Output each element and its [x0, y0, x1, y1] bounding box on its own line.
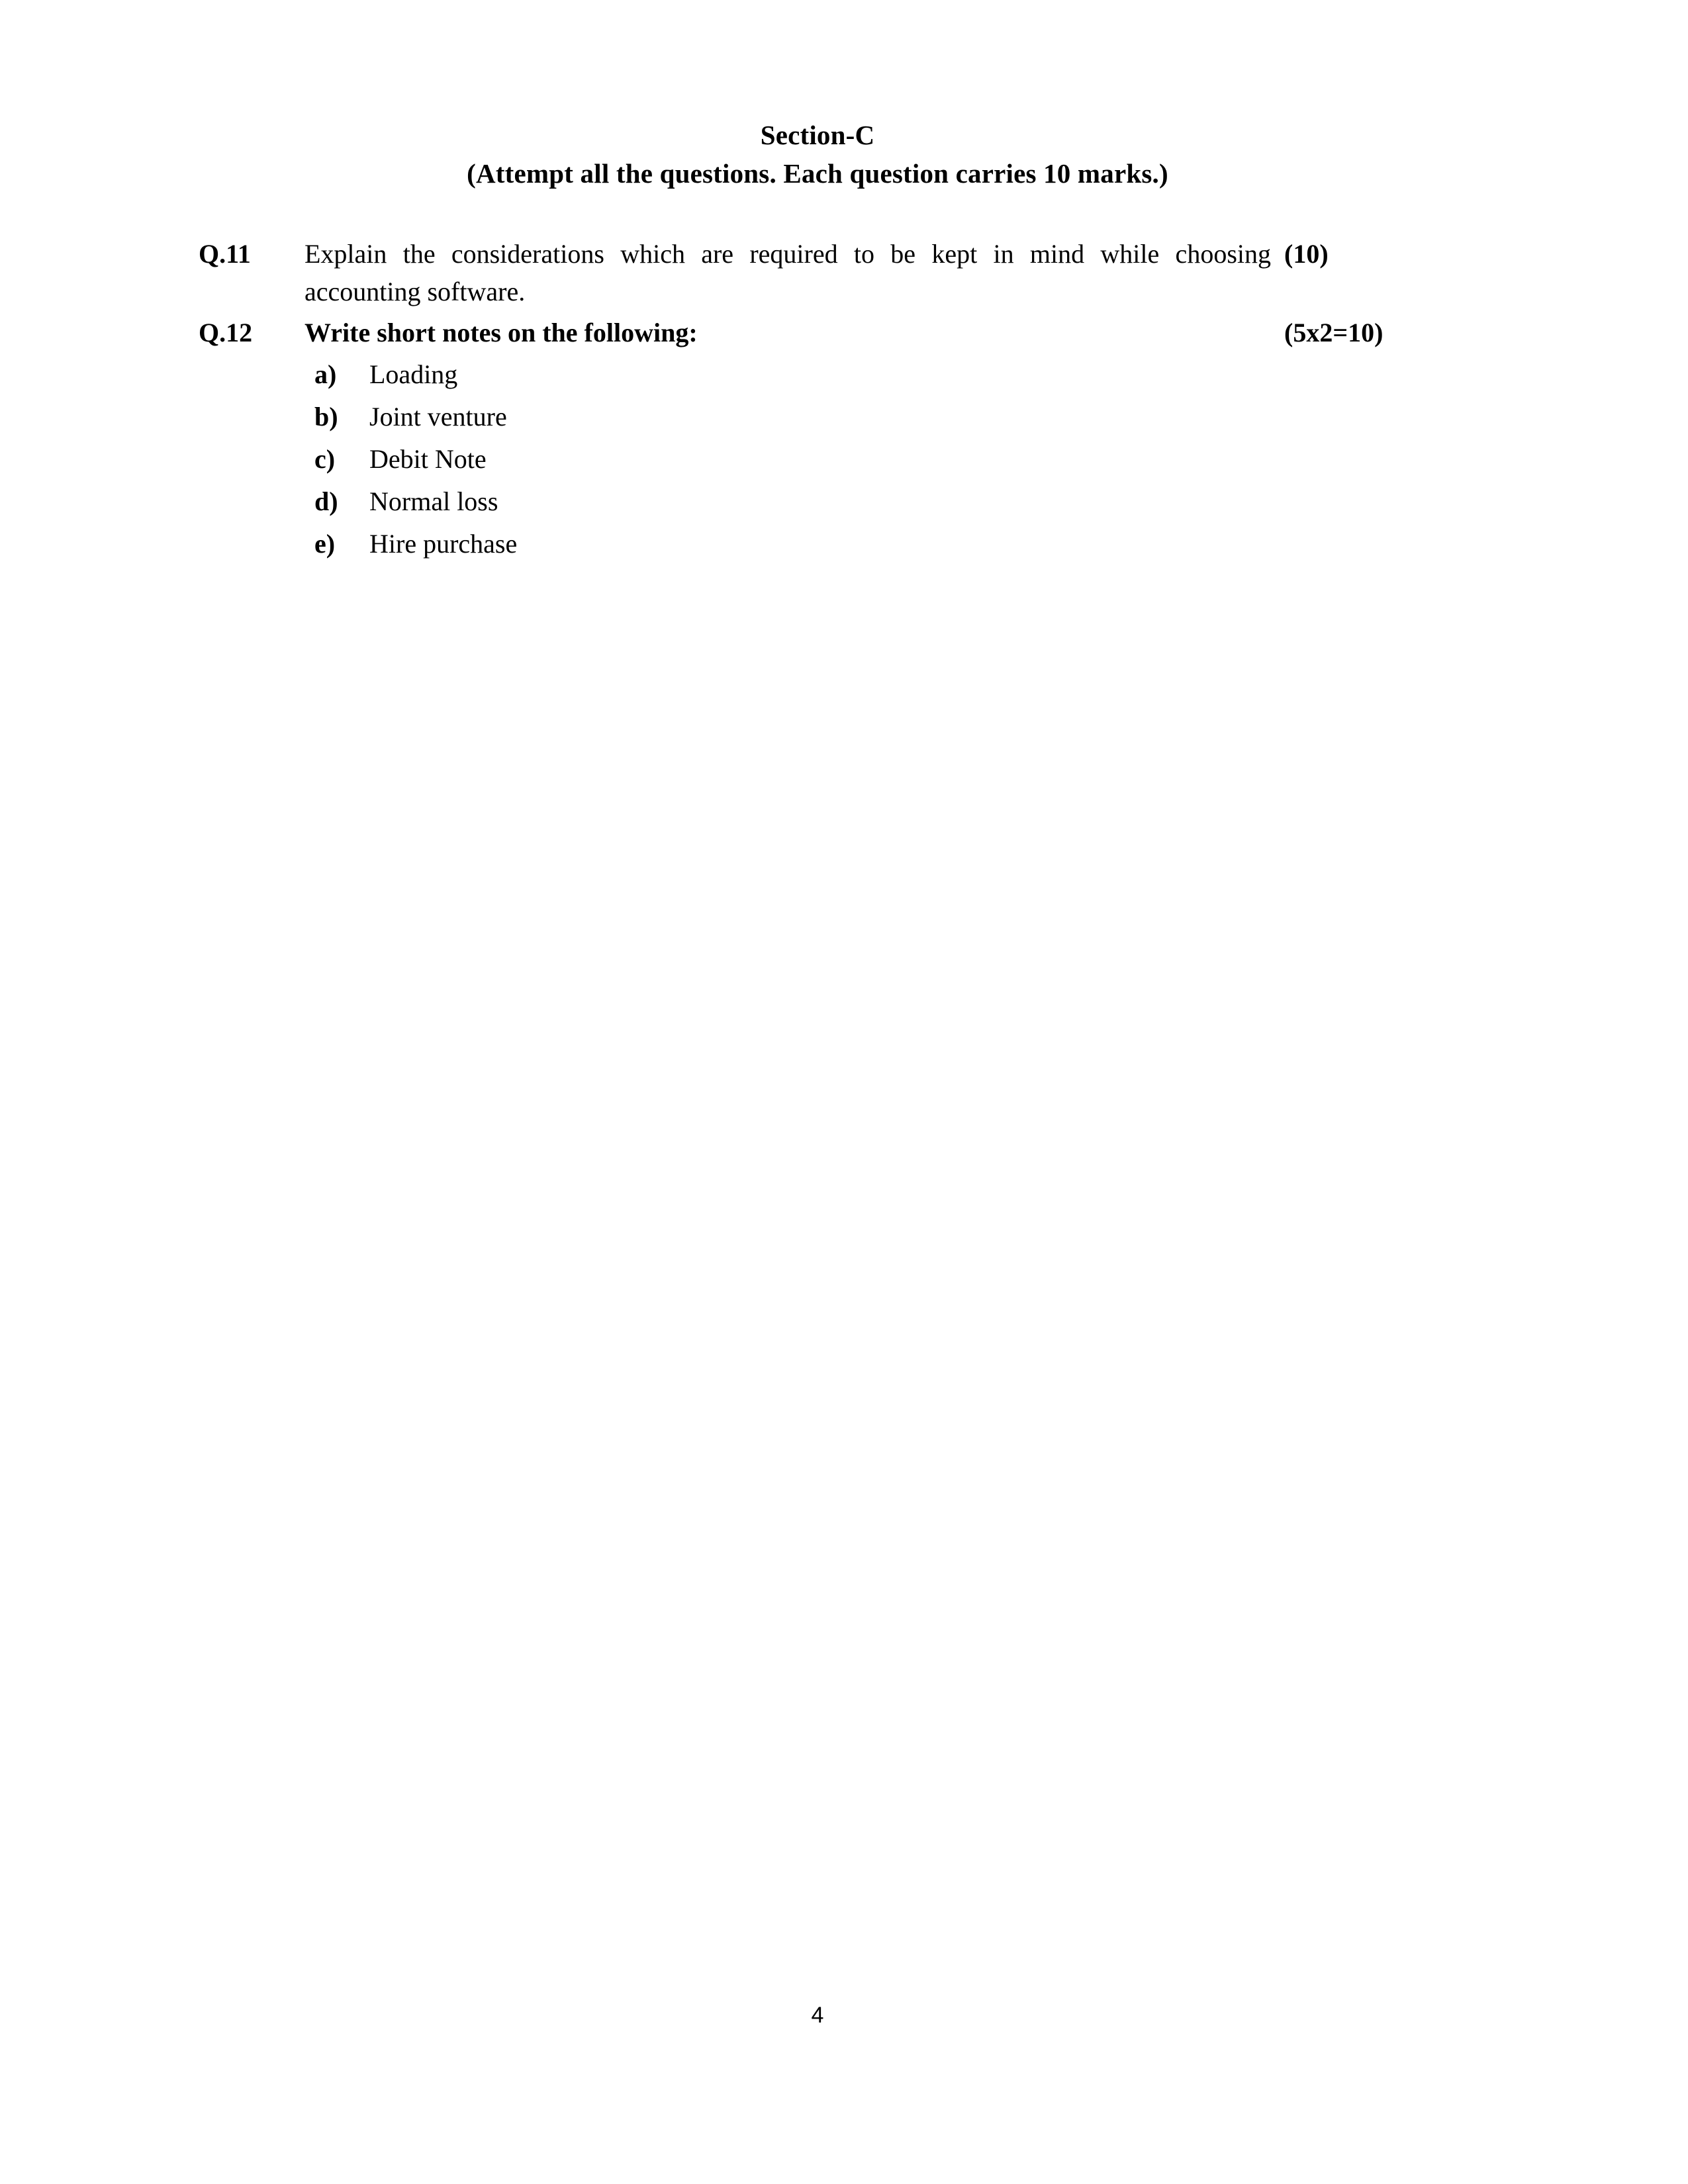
list-item-marker: a): [314, 359, 337, 389]
list-item: [199, 396, 1450, 438]
list-item-label: Loading: [369, 359, 458, 389]
section-heading-block: [0, 118, 1635, 191]
questions-container: [199, 235, 1450, 565]
question-label-q12: Q.12: [199, 318, 253, 347]
list-item: [199, 523, 1450, 565]
list-item-label: Debit Note: [369, 444, 487, 474]
question-row-q12: [199, 314, 1450, 351]
section-instruction: (Attempt all the questions. Each question carries 10 marks.): [467, 158, 1168, 189]
question-text-q12: Write short notes on the following:: [305, 318, 698, 347]
question-label-q11: Q.11: [199, 239, 251, 269]
list-item: [199, 353, 1450, 396]
page-number: 4: [811, 2003, 824, 2028]
question-text-q11: Explain the considerations which are required to be kept in mind while choosing accounting software.: [305, 239, 1271, 306]
section-title: Section-C: [760, 120, 875, 150]
question-q12-sub-list: [199, 353, 1450, 565]
question-marks-q12: (5x2=10): [1284, 318, 1383, 347]
question-row-q11: [199, 235, 1450, 310]
list-item-marker: c): [314, 444, 336, 474]
list-item-label: Normal loss: [369, 486, 498, 516]
list-item-marker: e): [314, 529, 336, 559]
list-item-marker: d): [314, 486, 338, 516]
list-item: [199, 438, 1450, 480]
list-item: [199, 480, 1450, 523]
list-item-marker: b): [314, 402, 338, 432]
list-item-label: Joint venture: [369, 402, 507, 432]
question-marks-q11: (10): [1284, 239, 1329, 269]
list-item-label: Hire purchase: [369, 529, 518, 559]
